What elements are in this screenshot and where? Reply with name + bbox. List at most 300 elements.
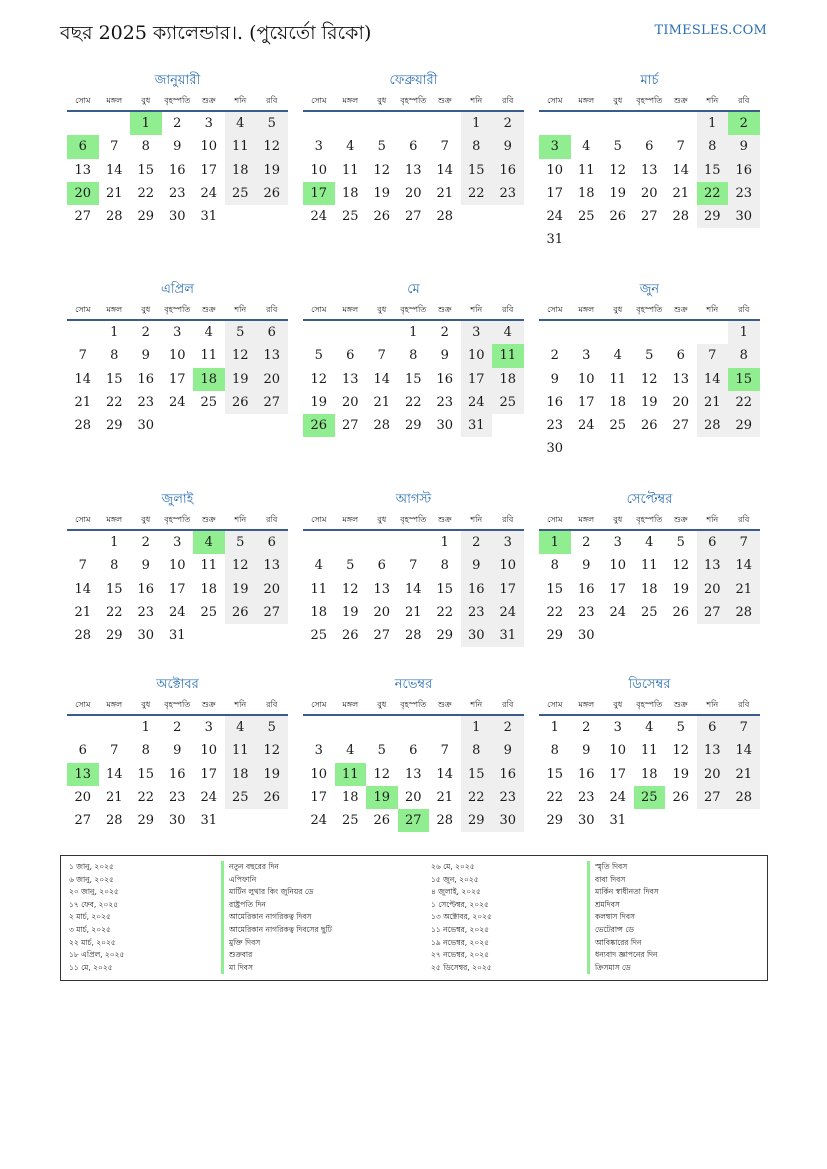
day-cell[interactable]: 31 [492,624,524,647]
day-cell[interactable]: 9 [582,743,591,759]
day-cell[interactable]: 28 [728,601,760,624]
day-cell[interactable]: 26 [341,628,359,644]
day-cell[interactable]: 14 [436,766,454,782]
day-cell[interactable]: 27 [404,209,422,225]
day-cell[interactable]: 27 [256,391,288,414]
day-cell[interactable]: 20 [404,185,422,201]
day-cell[interactable]: 30 [461,624,493,647]
day-cell[interactable]: 25 [341,813,359,829]
day-cell[interactable]: 19 [609,185,627,201]
day-cell[interactable]: 15 [137,766,155,782]
day-cell[interactable]: 8 [550,743,559,759]
day-cell[interactable]: 3 [492,531,524,554]
day-cell[interactable]: 1 [461,716,493,739]
day-cell[interactable]: 29 [461,809,493,832]
day-cell[interactable]: 28 [436,209,454,225]
holiday-day-cell[interactable]: 18 [193,368,225,391]
day-cell[interactable]: 24 [310,209,328,225]
day-cell[interactable]: 8 [110,348,119,364]
day-cell[interactable]: 5 [676,720,685,735]
day-cell[interactable]: 13 [256,344,288,367]
day-cell[interactable]: 2 [492,112,524,135]
day-cell[interactable]: 5 [256,716,288,739]
day-cell[interactable]: 6 [697,716,729,739]
day-cell[interactable]: 8 [110,558,119,574]
day-cell[interactable]: 9 [492,739,524,762]
day-cell[interactable]: 31 [546,232,564,248]
day-cell[interactable]: 8 [461,739,493,762]
day-cell[interactable]: 30 [577,813,595,829]
day-cell[interactable]: 14 [105,766,123,782]
day-cell[interactable]: 1 [141,720,150,735]
day-cell[interactable]: 30 [728,205,760,228]
day-cell[interactable]: 1 [440,535,449,550]
day-cell[interactable]: 31 [200,209,218,225]
day-cell[interactable]: 15 [436,581,454,597]
day-cell[interactable]: 13 [404,162,422,178]
day-cell[interactable]: 12 [225,344,257,367]
day-cell[interactable]: 20 [256,578,288,601]
day-cell[interactable]: 17 [168,581,186,597]
day-cell[interactable]: 9 [173,743,182,759]
day-cell[interactable]: 28 [728,786,760,809]
day-cell[interactable]: 28 [74,628,92,644]
day-cell[interactable]: 22 [105,394,123,410]
day-cell[interactable]: 17 [310,789,328,805]
day-cell[interactable]: 10 [546,162,564,178]
day-cell[interactable]: 1 [550,720,559,735]
day-cell[interactable]: 16 [577,581,595,597]
day-cell[interactable]: 17 [492,578,524,601]
day-cell[interactable]: 11 [200,558,218,574]
day-cell[interactable]: 16 [728,159,760,182]
day-cell[interactable]: 15 [461,159,493,182]
day-cell[interactable]: 6 [377,558,386,574]
day-cell[interactable]: 23 [168,185,186,201]
day-cell[interactable]: 30 [436,418,454,434]
day-cell[interactable]: 7 [697,344,729,367]
day-cell[interactable]: 25 [200,604,218,620]
day-cell[interactable]: 6 [346,348,355,364]
day-cell[interactable]: 21 [105,185,123,201]
day-cell[interactable]: 26 [672,789,690,805]
day-cell[interactable]: 1 [110,535,119,550]
day-cell[interactable]: 3 [582,348,591,364]
day-cell[interactable]: 15 [546,581,564,597]
day-cell[interactable]: 22 [436,604,454,620]
day-cell[interactable]: 28 [672,209,690,225]
day-cell[interactable]: 11 [577,162,595,178]
day-cell[interactable]: 29 [137,813,155,829]
day-cell[interactable]: 26 [256,786,288,809]
day-cell[interactable]: 24 [200,185,218,201]
day-cell[interactable]: 3 [613,720,622,735]
day-cell[interactable]: 27 [74,813,92,829]
day-cell[interactable]: 12 [640,371,658,387]
holiday-day-cell[interactable]: 20 [67,182,99,205]
day-cell[interactable]: 13 [640,162,658,178]
day-cell[interactable]: 23 [137,394,155,410]
day-cell[interactable]: 7 [728,531,760,554]
day-cell[interactable]: 9 [582,558,591,574]
day-cell[interactable]: 19 [341,604,359,620]
day-cell[interactable]: 31 [168,628,186,644]
day-cell[interactable]: 17 [577,394,595,410]
day-cell[interactable]: 20 [672,394,690,410]
day-cell[interactable]: 29 [137,209,155,225]
day-cell[interactable]: 9 [492,135,524,158]
day-cell[interactable]: 3 [314,139,323,155]
day-cell[interactable]: 30 [168,813,186,829]
day-cell[interactable]: 29 [728,414,760,437]
day-cell[interactable]: 19 [310,394,328,410]
day-cell[interactable]: 19 [225,368,257,391]
holiday-day-cell[interactable]: 2 [728,112,760,135]
day-cell[interactable]: 8 [409,348,418,364]
day-cell[interactable]: 30 [137,418,155,434]
day-cell[interactable]: 8 [697,135,729,158]
day-cell[interactable]: 15 [404,371,422,387]
day-cell[interactable]: 29 [105,418,123,434]
day-cell[interactable]: 18 [577,185,595,201]
day-cell[interactable]: 7 [110,139,119,155]
day-cell[interactable]: 13 [404,766,422,782]
day-cell[interactable]: 27 [373,628,391,644]
day-cell[interactable]: 20 [74,789,92,805]
day-cell[interactable]: 16 [137,371,155,387]
day-cell[interactable]: 14 [436,162,454,178]
day-cell[interactable]: 23 [577,604,595,620]
day-cell[interactable]: 22 [728,391,760,414]
day-cell[interactable]: 29 [546,813,564,829]
day-cell[interactable]: 30 [137,628,155,644]
day-cell[interactable]: 5 [676,535,685,550]
day-cell[interactable]: 18 [225,763,257,786]
day-cell[interactable]: 24 [546,209,564,225]
day-cell[interactable]: 1 [461,112,493,135]
day-cell[interactable]: 20 [697,763,729,786]
day-cell[interactable]: 24 [200,789,218,805]
day-cell[interactable]: 25 [225,182,257,205]
holiday-day-cell[interactable]: 19 [366,786,398,809]
day-cell[interactable]: 18 [310,604,328,620]
day-cell[interactable]: 25 [640,604,658,620]
day-cell[interactable]: 3 [204,116,213,131]
day-cell[interactable]: 19 [640,394,658,410]
day-cell[interactable]: 23 [137,604,155,620]
holiday-day-cell[interactable]: 25 [634,786,666,809]
day-cell[interactable]: 10 [609,743,627,759]
day-cell[interactable]: 1 [697,112,729,135]
day-cell[interactable]: 16 [168,766,186,782]
day-cell[interactable]: 28 [105,813,123,829]
day-cell[interactable]: 12 [373,162,391,178]
day-cell[interactable]: 10 [310,766,328,782]
day-cell[interactable]: 29 [105,628,123,644]
day-cell[interactable]: 16 [492,159,524,182]
day-cell[interactable]: 19 [256,159,288,182]
day-cell[interactable]: 24 [310,813,328,829]
day-cell[interactable]: 24 [461,391,493,414]
day-cell[interactable]: 3 [173,535,182,550]
day-cell[interactable]: 22 [137,185,155,201]
day-cell[interactable]: 10 [168,558,186,574]
day-cell[interactable]: 3 [204,720,213,735]
day-cell[interactable]: 26 [256,182,288,205]
day-cell[interactable]: 4 [346,743,355,759]
day-cell[interactable]: 27 [697,786,729,809]
day-cell[interactable]: 23 [436,394,454,410]
day-cell[interactable]: 11 [341,162,359,178]
day-cell[interactable]: 18 [200,581,218,597]
day-cell[interactable]: 25 [609,418,627,434]
day-cell[interactable]: 26 [225,391,257,414]
day-cell[interactable]: 2 [461,531,493,554]
day-cell[interactable]: 23 [492,786,524,809]
holiday-day-cell[interactable]: 1 [539,531,571,554]
day-cell[interactable]: 5 [314,348,323,364]
day-cell[interactable]: 11 [225,135,257,158]
day-cell[interactable]: 13 [341,371,359,387]
day-cell[interactable]: 25 [310,628,328,644]
day-cell[interactable]: 29 [546,628,564,644]
day-cell[interactable]: 12 [341,581,359,597]
day-cell[interactable]: 5 [377,743,386,759]
day-cell[interactable]: 23 [461,601,493,624]
day-cell[interactable]: 6 [409,139,418,155]
day-cell[interactable]: 17 [200,162,218,178]
day-cell[interactable]: 19 [672,766,690,782]
day-cell[interactable]: 14 [373,371,391,387]
day-cell[interactable]: 21 [404,604,422,620]
holiday-day-cell[interactable]: 11 [335,763,367,786]
day-cell[interactable]: 19 [672,581,690,597]
day-cell[interactable]: 29 [436,628,454,644]
day-cell[interactable]: 31 [200,813,218,829]
day-cell[interactable]: 22 [546,789,564,805]
day-cell[interactable]: 4 [204,325,213,340]
day-cell[interactable]: 21 [728,763,760,786]
day-cell[interactable]: 2 [492,716,524,739]
day-cell[interactable]: 18 [341,185,359,201]
day-cell[interactable]: 13 [672,371,690,387]
day-cell[interactable]: 15 [137,162,155,178]
day-cell[interactable]: 17 [168,371,186,387]
day-cell[interactable]: 2 [440,325,449,340]
day-cell[interactable]: 26 [609,209,627,225]
day-cell[interactable]: 7 [728,716,760,739]
day-cell[interactable]: 23 [168,789,186,805]
day-cell[interactable]: 16 [577,766,595,782]
holiday-day-cell[interactable]: 27 [398,809,430,832]
day-cell[interactable]: 7 [440,139,449,155]
day-cell[interactable]: 2 [550,348,559,364]
day-cell[interactable]: 26 [373,209,391,225]
day-cell[interactable]: 28 [105,209,123,225]
day-cell[interactable]: 21 [436,185,454,201]
day-cell[interactable]: 16 [461,578,493,601]
day-cell[interactable]: 24 [609,604,627,620]
day-cell[interactable]: 5 [225,531,257,554]
day-cell[interactable]: 15 [546,766,564,782]
day-cell[interactable]: 11 [609,371,627,387]
day-cell[interactable]: 31 [609,813,627,829]
day-cell[interactable]: 14 [105,162,123,178]
day-cell[interactable]: 14 [74,581,92,597]
day-cell[interactable]: 12 [609,162,627,178]
day-cell[interactable]: 2 [141,325,150,340]
day-cell[interactable]: 2 [141,535,150,550]
day-cell[interactable]: 19 [373,185,391,201]
day-cell[interactable]: 20 [341,394,359,410]
day-cell[interactable]: 21 [373,394,391,410]
holiday-day-cell[interactable]: 11 [492,344,524,367]
holiday-day-cell[interactable]: 6 [67,135,99,158]
day-cell[interactable]: 18 [640,766,658,782]
day-cell[interactable]: 26 [640,418,658,434]
day-cell[interactable]: 31 [461,414,493,437]
day-cell[interactable]: 2 [582,720,591,735]
day-cell[interactable]: 14 [728,739,760,762]
day-cell[interactable]: 24 [609,789,627,805]
day-cell[interactable]: 9 [141,348,150,364]
day-cell[interactable]: 22 [461,786,493,809]
holiday-day-cell[interactable]: 3 [539,135,571,158]
day-cell[interactable]: 25 [200,394,218,410]
day-cell[interactable]: 28 [373,418,391,434]
day-cell[interactable]: 7 [676,139,685,155]
day-cell[interactable]: 3 [314,743,323,759]
day-cell[interactable]: 9 [141,558,150,574]
day-cell[interactable]: 13 [256,554,288,577]
day-cell[interactable]: 1 [728,321,760,344]
day-cell[interactable]: 15 [105,581,123,597]
day-cell[interactable]: 28 [74,418,92,434]
day-cell[interactable]: 30 [168,209,186,225]
day-cell[interactable]: 11 [310,581,328,597]
day-cell[interactable]: 11 [200,348,218,364]
day-cell[interactable]: 16 [436,371,454,387]
day-cell[interactable]: 4 [225,716,257,739]
day-cell[interactable]: 26 [373,813,391,829]
day-cell[interactable]: 13 [697,739,729,762]
day-cell[interactable]: 4 [645,535,654,550]
day-cell[interactable]: 9 [440,348,449,364]
day-cell[interactable]: 10 [492,554,524,577]
day-cell[interactable]: 3 [461,321,493,344]
day-cell[interactable]: 1 [409,325,418,340]
day-cell[interactable]: 7 [377,348,386,364]
day-cell[interactable]: 27 [341,418,359,434]
day-cell[interactable]: 28 [697,414,729,437]
day-cell[interactable]: 27 [672,418,690,434]
day-cell[interactable]: 13 [373,581,391,597]
day-cell[interactable]: 4 [582,139,591,155]
day-cell[interactable]: 8 [141,743,150,759]
day-cell[interactable]: 13 [74,162,92,178]
day-cell[interactable]: 9 [550,371,559,387]
day-cell[interactable]: 25 [341,209,359,225]
day-cell[interactable]: 23 [577,789,595,805]
day-cell[interactable]: 5 [346,558,355,574]
day-cell[interactable]: 19 [256,763,288,786]
day-cell[interactable]: 20 [697,578,729,601]
day-cell[interactable]: 12 [672,743,690,759]
day-cell[interactable]: 12 [256,135,288,158]
day-cell[interactable]: 9 [173,139,182,155]
day-cell[interactable]: 4 [613,348,622,364]
day-cell[interactable]: 15 [697,159,729,182]
day-cell[interactable]: 23 [492,182,524,205]
day-cell[interactable]: 12 [672,558,690,574]
day-cell[interactable]: 24 [577,418,595,434]
day-cell[interactable]: 14 [728,554,760,577]
day-cell[interactable]: 2 [582,535,591,550]
day-cell[interactable]: 24 [492,601,524,624]
day-cell[interactable]: 5 [225,321,257,344]
day-cell[interactable]: 17 [546,185,564,201]
day-cell[interactable]: 10 [200,743,218,759]
day-cell[interactable]: 7 [110,743,119,759]
day-cell[interactable]: 20 [404,789,422,805]
day-cell[interactable]: 24 [168,394,186,410]
day-cell[interactable]: 22 [461,182,493,205]
day-cell[interactable]: 21 [74,394,92,410]
holiday-day-cell[interactable]: 4 [193,531,225,554]
day-cell[interactable]: 2 [173,116,182,131]
day-cell[interactable]: 19 [225,578,257,601]
day-cell[interactable]: 22 [546,604,564,620]
day-cell[interactable]: 6 [645,139,654,155]
day-cell[interactable]: 20 [373,604,391,620]
day-cell[interactable]: 20 [256,368,288,391]
day-cell[interactable]: 26 [672,604,690,620]
site-logo-text[interactable]: TIMESLES.COM [654,23,767,38]
day-cell[interactable]: 3 [613,535,622,550]
day-cell[interactable]: 1 [110,325,119,340]
day-cell[interactable]: 23 [728,182,760,205]
day-cell[interactable]: 12 [256,739,288,762]
day-cell[interactable]: 15 [461,763,493,786]
day-cell[interactable]: 21 [728,578,760,601]
day-cell[interactable]: 12 [310,371,328,387]
day-cell[interactable]: 4 [346,139,355,155]
day-cell[interactable]: 30 [577,628,595,644]
day-cell[interactable]: 10 [609,558,627,574]
day-cell[interactable]: 17 [461,368,493,391]
day-cell[interactable]: 6 [697,531,729,554]
day-cell[interactable]: 2 [173,720,182,735]
day-cell[interactable]: 16 [168,162,186,178]
day-cell[interactable]: 24 [168,604,186,620]
day-cell[interactable]: 11 [640,743,658,759]
day-cell[interactable]: 28 [436,813,454,829]
day-cell[interactable]: 25 [492,391,524,414]
day-cell[interactable]: 14 [697,368,729,391]
day-cell[interactable]: 11 [225,739,257,762]
day-cell[interactable]: 17 [200,766,218,782]
day-cell[interactable]: 6 [256,531,288,554]
day-cell[interactable]: 12 [225,554,257,577]
day-cell[interactable]: 6 [676,348,685,364]
day-cell[interactable]: 10 [200,139,218,155]
holiday-day-cell[interactable]: 26 [303,414,335,437]
day-cell[interactable]: 18 [609,394,627,410]
day-cell[interactable]: 25 [577,209,595,225]
day-cell[interactable]: 17 [609,581,627,597]
day-cell[interactable]: 28 [404,628,422,644]
day-cell[interactable]: 21 [436,789,454,805]
